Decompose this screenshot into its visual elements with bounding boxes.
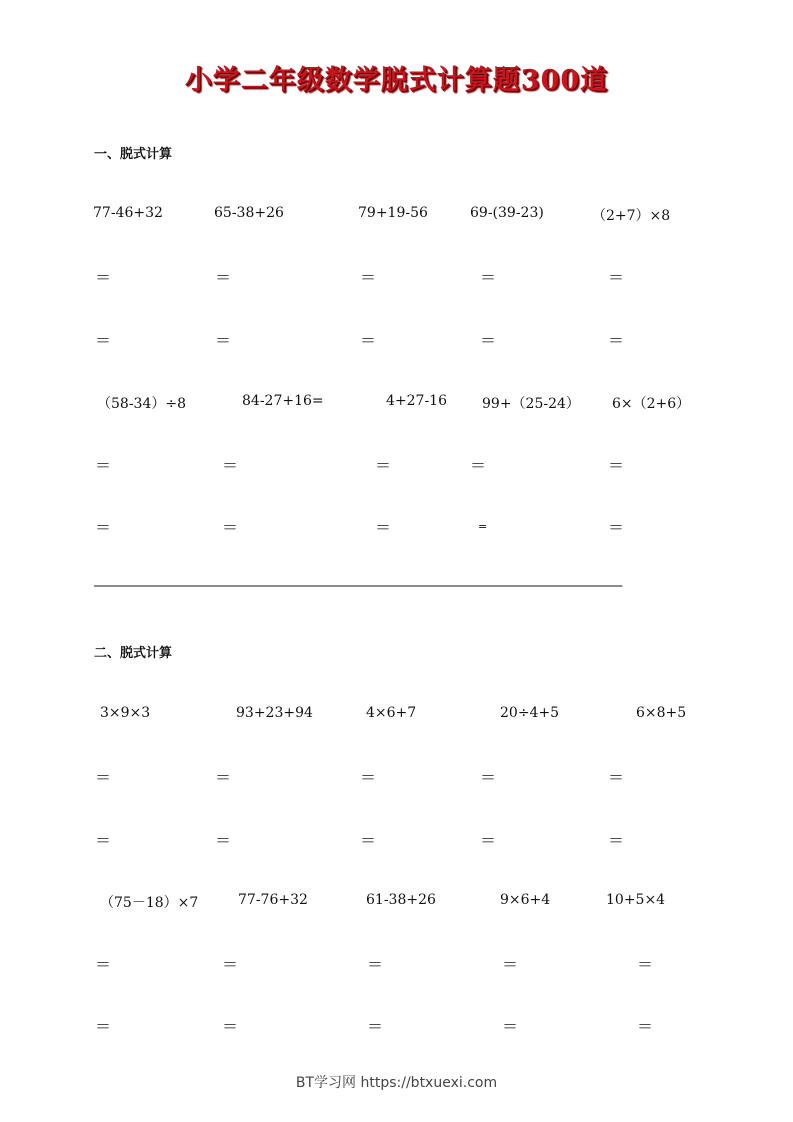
equals-sign: ＝ <box>480 768 497 787</box>
equals-sign: ＝ <box>360 331 377 350</box>
equals-sign: ＝ <box>367 1017 384 1036</box>
section-divider: ——————————————————————————————————————————————————————————————————————— <box>94 578 622 594</box>
problem-2-2: 93+23+94 <box>236 705 313 721</box>
problem-1-2: 65-38+26 <box>214 205 284 221</box>
equals-sign: ＝ <box>95 831 112 850</box>
equals-sign: ＝ <box>95 268 112 287</box>
problem-1-7: 84-27+16= <box>242 393 324 409</box>
problem-2-7: 77-76+32 <box>238 892 308 908</box>
equals-sign: ＝ <box>95 768 112 787</box>
problem-2-1: 3×9×3 <box>100 705 151 721</box>
equals-sign: ＝ <box>608 518 625 537</box>
equals-sign: ＝ <box>360 768 377 787</box>
problem-2-6: （75－18）×7 <box>100 895 199 911</box>
equals-sign: ＝ <box>480 331 497 350</box>
equals-sign: ＝ <box>367 955 384 974</box>
problem-1-4: 69-(39-23) <box>470 205 544 221</box>
problem-1-1: 77-46+32 <box>93 205 163 221</box>
equals-sign: ＝ <box>608 831 625 850</box>
problem-1-8: 4+27-16 <box>386 393 447 409</box>
equals-sign: ＝ <box>480 268 497 287</box>
equals-sign: ＝ <box>95 955 112 974</box>
equals-sign: ＝ <box>215 831 232 850</box>
problem-2-9: 9×6+4 <box>500 892 551 908</box>
equals-sign: ＝ <box>95 331 112 350</box>
equals-sign: = <box>478 520 488 533</box>
equals-sign: ＝ <box>215 768 232 787</box>
equals-sign: ＝ <box>222 518 239 537</box>
page-title: 小学二年级数学脱式计算题300道 <box>184 65 609 96</box>
equals-sign: ＝ <box>502 1017 519 1036</box>
equals-sign: ＝ <box>95 518 112 537</box>
problem-2-5: 6×8+5 <box>636 705 687 721</box>
equals-sign: ＝ <box>608 331 625 350</box>
problem-1-9: 99+（25-24） <box>482 396 580 412</box>
equals-sign: ＝ <box>637 1017 654 1036</box>
equals-sign: ＝ <box>95 1017 112 1036</box>
problem-2-3: 4×6+7 <box>366 705 417 721</box>
problem-2-4: 20÷4+5 <box>500 705 560 721</box>
equals-sign: ＝ <box>608 268 625 287</box>
equals-sign: ＝ <box>215 331 232 350</box>
equals-sign: ＝ <box>222 456 239 475</box>
problem-1-10: 6×（2+6） <box>612 396 691 412</box>
equals-sign: ＝ <box>470 456 487 475</box>
equals-sign: ＝ <box>222 955 239 974</box>
equals-sign: ＝ <box>215 268 232 287</box>
section-heading-1: 一、脱式计算 <box>94 147 173 162</box>
problem-2-10: 10+5×4 <box>606 892 666 908</box>
equals-sign: ＝ <box>360 268 377 287</box>
equals-sign: ＝ <box>502 955 519 974</box>
equals-sign: ＝ <box>375 456 392 475</box>
equals-sign: ＝ <box>375 518 392 537</box>
equals-sign: ＝ <box>608 768 625 787</box>
problem-1-6: （58-34）÷8 <box>97 396 186 412</box>
footer-watermark: BT学习网 https://btxuexi.com <box>295 1075 498 1091</box>
section-heading-2: 二、脱式计算 <box>94 646 173 661</box>
equals-sign: ＝ <box>95 456 112 475</box>
equals-sign: ＝ <box>222 1017 239 1036</box>
equals-sign: ＝ <box>360 831 377 850</box>
equals-sign: ＝ <box>480 831 497 850</box>
equals-sign: ＝ <box>608 456 625 475</box>
problem-2-8: 61-38+26 <box>366 892 436 908</box>
problem-1-5: （2+7）×8 <box>592 208 671 224</box>
problem-1-3: 79+19-56 <box>358 205 428 221</box>
equals-sign: ＝ <box>637 955 654 974</box>
